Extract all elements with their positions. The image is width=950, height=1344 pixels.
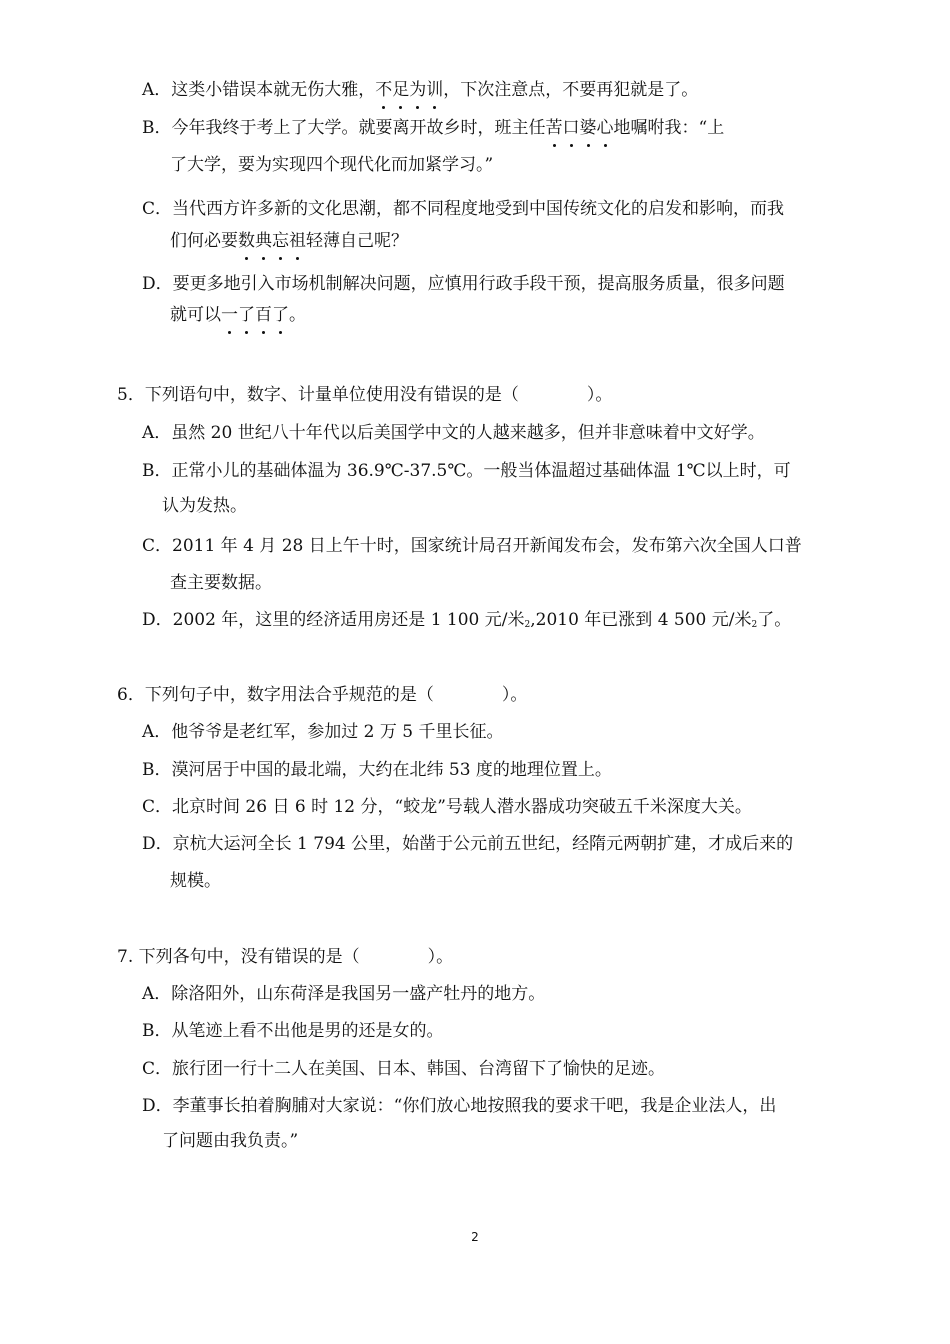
q4-option-c: C．当代西方许多新的文化思潮，都不同程度地受到中国传统文化的启发和影响，而我 (142, 199, 785, 219)
q7-option-c: C．旅行团一行十二人在美国、日本、韩国、台湾留下了愉快的足迹。 (142, 1059, 666, 1079)
q6-option-a: A．他爷爷是老红军，参加过 2 万 5 千里长征。 (142, 722, 504, 742)
q7-option-d-cont: 了问题由我负责。” (162, 1131, 299, 1151)
emph-text (238, 231, 306, 251)
q6-option-b: B．漠河居于中国的最北端，大约在北纬 53 度的地理位置上。 (142, 760, 612, 780)
page-number: 2 (471, 1230, 479, 1244)
q4-option-b: B．今年我终于考上了大学。就要离开故乡时，班主任苦口婆心地嘱咐我：“上 (142, 118, 725, 138)
emphasized-char: 口 (562, 118, 580, 138)
emphasized-char: 训 (426, 80, 444, 100)
q6-option-d-cont: 规模。 (170, 871, 221, 891)
q4-option-c-cont: 们何必要数典忘祖轻薄自己呢？ (170, 231, 408, 251)
q5-option-a: A．虽然 20 世纪八十年代以后美国学中文的人越来越多，但并非意味着中文好学。 (142, 423, 765, 443)
emphasized-char: 足 (392, 80, 410, 100)
emphasized-char: 百 (255, 305, 272, 325)
q7-option-d: D．李董事长拍着胸脯对大家说：“你们放心地按照我的要求干吧，我是企业法人，出 (142, 1096, 777, 1116)
emphasized-char: 为 (409, 80, 427, 100)
emph-text (375, 80, 443, 100)
emph-text (546, 118, 614, 138)
emphasis-dots (221, 305, 289, 325)
emphasized-char: 祖 (289, 231, 306, 251)
q4-option-d-cont: 就可以一了百了。 (170, 305, 306, 325)
emphasized-char: 了 (272, 305, 289, 325)
emph-text (221, 305, 289, 325)
q5-stem: 5．下列语句中，数字、计量单位使用没有错误的是（ ）。 (117, 385, 613, 405)
emphasized-char: 不 (375, 80, 393, 100)
q5-option-c-cont: 查主要数据。 (170, 573, 272, 593)
q6-stem: 6．下列句子中，数字用法合乎规范的是（ ）。 (117, 685, 528, 705)
emphasis-dots (375, 80, 443, 100)
q4-option-d: D．要更多地引入市场机制解决问题，应慎用行政手段干预，提高服务质量，很多问题 (142, 274, 785, 294)
emphasized-char: 心 (596, 118, 614, 138)
superscript: 2 (524, 620, 531, 630)
emphasized-char: 数 (238, 231, 255, 251)
q4-option-b-cont: 了大学，要为实现四个现代化而加紧学习。” (170, 155, 494, 175)
q7-option-b: B．从笔迹上看不出他是男的还是女的。 (142, 1021, 444, 1041)
emphasized-char: 一 (221, 305, 238, 325)
superscript: 2 (751, 620, 758, 630)
q5-option-b: B．正常小儿的基础体温为 36.9℃-37.5℃。一般当体温超过基础体温 1℃以上时，可 (142, 461, 791, 481)
q5-option-b-cont: 认为发热。 (162, 496, 247, 516)
q6-option-d: D．京杭大运河全长 1 794 公里，始凿于公元前五世纪，经隋元两朝扩建，才成后来的 (142, 834, 794, 854)
emphasized-char: 了 (238, 305, 255, 325)
q5-option-c: C．2011 年 4 月 28 日上午十时，国家统计局召开新闻发布会，发布第六次全国人口普 (142, 536, 802, 556)
emphasis-dots (238, 231, 306, 251)
q6-option-c: C．北京时间 26 日 6 时 12 分，“蛟龙”号载人潜水器成功突破五千米深度大关。 (142, 797, 752, 817)
emphasized-char: 婆 (579, 118, 597, 138)
q7-option-a: A．除洛阳外，山东荷泽是我国另一盛产牡丹的地方。 (142, 984, 546, 1004)
emphasized-char: 典 (255, 231, 272, 251)
emphasis-dots (546, 118, 614, 138)
emphasized-char: 忘 (272, 231, 289, 251)
q4-option-a: A．这类小错误本就无伤大雅，不足为训，下次注意点，不要再犯就是了。 (142, 80, 699, 100)
emphasized-char: 苦 (545, 118, 563, 138)
q7-stem: 7. 下列各句中，没有错误的是（ ）。 (117, 947, 454, 967)
q5-option-d: D．2002 年，这里的经济适用房还是 1 100 元/米$_2$,2010 年已涨到 4 500 元/米$_2$了。 (142, 610, 792, 630)
